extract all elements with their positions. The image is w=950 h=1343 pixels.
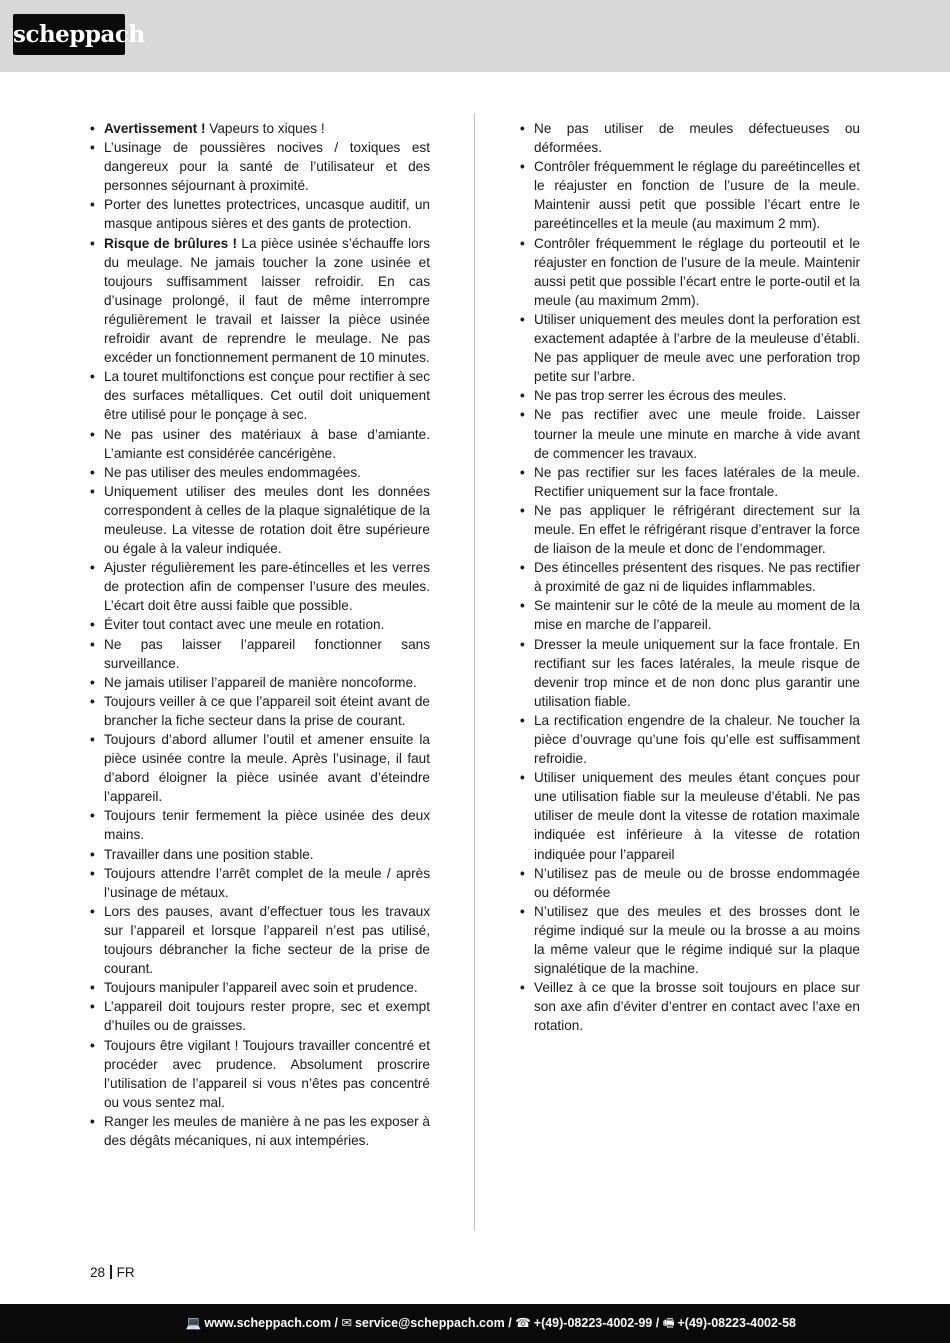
computer-icon: 💻 bbox=[185, 1316, 202, 1330]
safety-list-item bbox=[90, 482, 430, 558]
item-text: Ne pas utiliser de meules défectueuses ou déformées. bbox=[534, 121, 860, 156]
safety-list-item bbox=[520, 157, 860, 233]
page-number bbox=[90, 1265, 135, 1280]
item-text: Ne pas usiner des matériaux à base d’amiante. L’amiante est considérée cancérigène. bbox=[104, 426, 430, 461]
safety-list-item bbox=[520, 119, 860, 157]
safety-list-item bbox=[90, 463, 430, 482]
page-footer bbox=[0, 1304, 950, 1343]
safety-list-item bbox=[520, 711, 860, 768]
safety-list-item bbox=[520, 635, 860, 711]
safety-list-item bbox=[520, 386, 860, 405]
item-text: L’usinage de poussières nocives / toxiques est dangereux pour la santé de l’utilisateur et des personnes séjournant à proximité. bbox=[104, 140, 430, 194]
item-text: L’appareil doit toujours rester propre, sec et exempt d’huiles ou de graisses. bbox=[104, 999, 430, 1034]
item-text: Ne pas laisser l’appareil fonctionner sans surveillance. bbox=[104, 636, 430, 671]
right-column bbox=[520, 119, 860, 1036]
item-text: Vapeurs to xiques ! bbox=[205, 121, 325, 136]
item-text: Veillez à ce que la brosse soit toujours en place sur son axe afin d’éviter d’entrer en contact avec l’axe en rotation. bbox=[534, 980, 860, 1034]
safety-list-item bbox=[90, 902, 430, 978]
safety-list-item bbox=[520, 558, 860, 596]
page-number-separator bbox=[110, 1265, 112, 1279]
item-text: N’utilisez pas de meule ou de brosse endommagée ou déformée bbox=[534, 865, 860, 900]
item-text: Ne pas utiliser des meules endommagées. bbox=[104, 464, 361, 480]
footer-website[interactable]: www.scheppach.com / bbox=[204, 1316, 339, 1330]
item-warning-lead: Avertissement ! bbox=[104, 121, 206, 136]
safety-list-item bbox=[90, 119, 430, 138]
safety-list-item bbox=[90, 195, 430, 233]
safety-list-item bbox=[90, 615, 430, 634]
safety-list-item bbox=[90, 1036, 430, 1112]
item-text: Ne pas trop serrer les écrous des meules. bbox=[534, 388, 787, 404]
phone-icon: ☎ bbox=[515, 1316, 531, 1330]
safety-list-item bbox=[90, 997, 430, 1035]
safety-list-item bbox=[520, 864, 860, 902]
safety-list-item bbox=[520, 234, 860, 310]
page-number-value: 28 bbox=[90, 1265, 106, 1280]
safety-list-item bbox=[520, 768, 860, 863]
item-text: N’utilisez que des meules et des brosses dont le régime indiqué sur la meule ou la brosse a au moins la même valeur que le régime indiqué sur la plaque signalétique de la machine. bbox=[534, 903, 860, 977]
item-text: Ne pas rectifier avec une meule froide. Laisser tourner la meule une minute en marche à vide avant de commencer les travaux. bbox=[534, 407, 860, 461]
safety-list-item bbox=[90, 673, 430, 692]
safety-list-item bbox=[520, 310, 860, 386]
item-text: Utiliser uniquement des meules étant conçues pour une utilisation fiable sur la meuleuse d’établi. Ne pas utiliser de meule dont la vitesse de rotation maximale indiquée est inférieure à la vitesse de rotation indiquée pour l’appareil bbox=[534, 770, 860, 862]
safety-list-item bbox=[90, 978, 430, 997]
item-text: Éviter tout contact avec une meule en rotation. bbox=[104, 617, 385, 633]
safety-list-item bbox=[520, 405, 860, 462]
safety-list-item bbox=[90, 692, 430, 730]
safety-list-item bbox=[520, 463, 860, 501]
left-safety-list bbox=[90, 119, 430, 1150]
item-text: Dresser la meule uniquement sur la face frontale. En rectifiant sur les faces latérales, la meule risque de devenir trop mince et de non donc plus garantir une utilisation fiable. bbox=[534, 636, 860, 709]
safety-list-item bbox=[520, 501, 860, 558]
item-text: Uniquement utiliser des meules dont les données correspondent à celles de la plaque signalétique de la meuleuse. La vitesse de rotation doit être supérieure ou égale à la valeur indiquée. bbox=[104, 483, 430, 557]
fax-icon: 🖷 bbox=[662, 1316, 675, 1330]
left-column bbox=[90, 119, 430, 1150]
item-text: La pièce usinée s’échauffe lors du meulage. Ne jamais toucher la zone usinée et toujours suffisamment laisser refroidir. En cas d’usinage prolongé, il faut de même interrompre régulièrement le travail et laisser la pièce usinée refroidir avant de reprendre le meulage. Ne pas excéder un fonctionnement permanent de 10 minutes. bbox=[104, 235, 430, 366]
right-safety-list bbox=[520, 119, 860, 1036]
item-text: Toujours veiller à ce que l’appareil soit éteint avant de brancher la fiche secteur dans la prise de courant. bbox=[104, 693, 430, 728]
item-text: Utiliser uniquement des meules dont la perforation est exactement adaptée à l’arbre de la meuleuse d’établi. Ne pas appliquer de meule avec une perforation trop petite sur l’arbre. bbox=[534, 311, 860, 385]
safety-list-item bbox=[90, 806, 430, 844]
safety-list-item bbox=[90, 635, 430, 673]
item-text: Ne pas appliquer le réfrigérant directement sur la meule. En effet le réfrigérant risque d’entraver la force de liaison de la meule et donc de l’endommager. bbox=[534, 502, 860, 557]
column-divider bbox=[474, 113, 475, 1231]
safety-list-item bbox=[90, 138, 430, 195]
item-text: La touret multifonctions est conçue pour rectifier à sec des surfaces métalliques. Cet outil doit uniquement être utilisé pour le ponçage à sec. bbox=[104, 369, 430, 423]
page-header bbox=[0, 0, 950, 72]
item-text: Toujours d’abord allumer l’outil et amener ensuite la pièce usinée contre la meule. Après l’usinage, il faut d’abord éloigner la pièce usinée avant d’éteindre l’appareil. bbox=[104, 732, 430, 805]
footer-phone: +(49)-08223-4002-99 / bbox=[533, 1316, 660, 1330]
item-text: La rectification engendre de la chaleur. Ne toucher la pièce d’ouvrage qu’une fois qu’elle est suffisamment refroidie. bbox=[534, 712, 860, 767]
page-language: FR bbox=[116, 1265, 135, 1280]
safety-list-item bbox=[520, 596, 860, 634]
safety-list-item bbox=[520, 978, 860, 1035]
item-text: Ranger les meules de manière à ne pas les exposer à des dégâts mécaniques, ni aux intempéries. bbox=[104, 1113, 430, 1148]
item-text: Porter des lunettes protectrices, uncasque auditif, un masque antipous sières et des gants de protection. bbox=[104, 197, 430, 232]
item-text: Ne jamais utiliser l’appareil de manière noncoforme. bbox=[104, 674, 417, 690]
item-text: Des étincelles présentent des risques. Ne pas rectifier à proximité de gaz ni de liquides inflammables. bbox=[534, 560, 860, 595]
mail-icon: ✉ bbox=[341, 1316, 352, 1330]
item-text: Ne pas rectifier sur les faces latérales de la meule. Rectifier uniquement sur la face frontale. bbox=[534, 464, 860, 499]
item-text: Lors des pauses, avant d’effectuer tous les travaux sur l’appareil et lorsque l’appareil n’est pas utilisé, toujours débrancher la fiche secteur de la prise de courant. bbox=[104, 903, 430, 977]
item-text: Se maintenir sur le côté de la meule au moment de la mise en marche de l’appareil. bbox=[534, 598, 860, 633]
safety-list-item bbox=[90, 845, 430, 864]
item-warning-lead: Risque de brûlures ! bbox=[104, 235, 238, 251]
item-text: Toujours attendre l’arrêt complet de la meule / après l’usinage de métaux. bbox=[104, 865, 430, 900]
item-text: Ajuster régulièrement les pare-étincelles et les verres de protection afin de compenser l’usure des meules. L’écart doit être aussi faible que possible. bbox=[104, 560, 430, 614]
safety-list-item bbox=[90, 425, 430, 463]
item-text: Contrôler fréquemment le réglage du porteoutil et le réajuster en fonction de l’usure de la meule. Maintenir aussi petit que possible l’écart entre le porte-outil et la meule (au maximum 2mm). bbox=[534, 235, 860, 308]
safety-list-item bbox=[90, 1112, 430, 1150]
footer-email[interactable]: service@scheppach.com / bbox=[354, 1316, 512, 1330]
safety-list-item bbox=[90, 558, 430, 615]
footer-contact bbox=[186, 1304, 796, 1343]
item-text: Contrôler fréquemment le réglage du pareétincelles et le réajuster en fonction de l’usure de la meule. Maintenir aussi petit que possible l’écart entre le pareétincelles et la meule (au maximum 2 mm). bbox=[534, 159, 860, 232]
item-text: Toujours tenir fermement la pièce usinée des deux mains. bbox=[104, 808, 430, 843]
safety-list-item bbox=[90, 730, 430, 806]
footer-fax: +(49)-08223-4002-58 bbox=[677, 1316, 796, 1330]
safety-list-item bbox=[520, 902, 860, 978]
brand-logo: scheppach bbox=[13, 14, 125, 55]
item-text: Travailler dans une position stable. bbox=[104, 846, 314, 862]
safety-list-item bbox=[90, 234, 430, 368]
item-text: Toujours être vigilant ! Toujours travailler concentré et procéder avec prudence. Absolument proscrire l’utilisation de l’appareil si vous n’êtes pas concentré ou vous sentez mal. bbox=[104, 1037, 430, 1110]
item-text: Toujours manipuler l’appareil avec soin et prudence. bbox=[104, 980, 418, 996]
safety-list-item bbox=[90, 864, 430, 902]
safety-list-item bbox=[90, 367, 430, 424]
